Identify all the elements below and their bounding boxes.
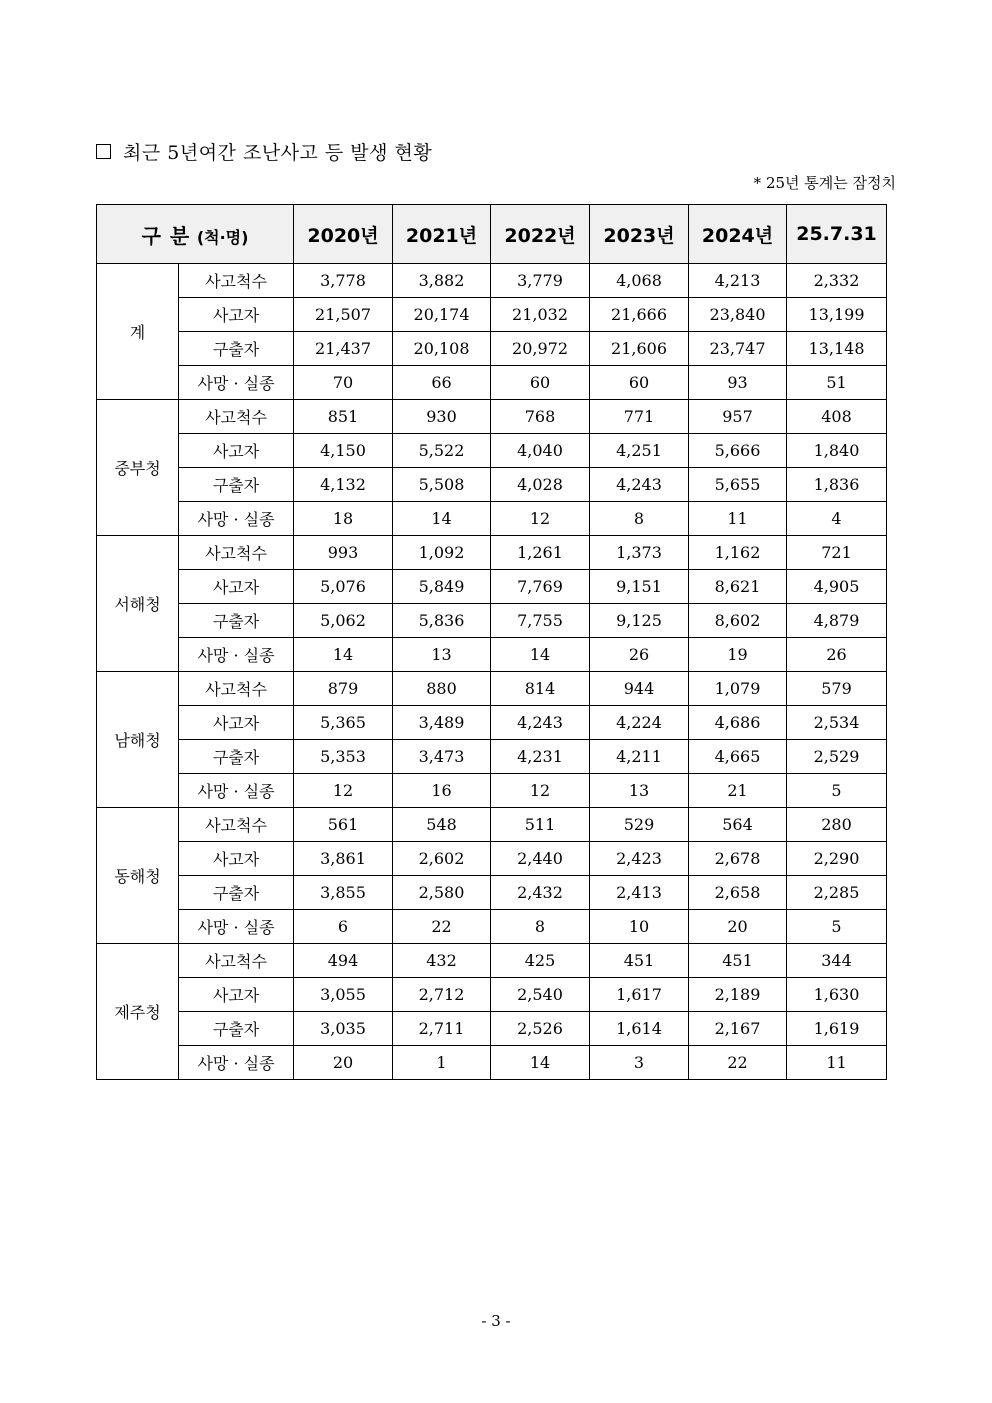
- value-cell: 280: [787, 808, 887, 842]
- value-cell: 70: [294, 366, 393, 400]
- value-cell: 60: [590, 366, 689, 400]
- value-cell: 21,507: [294, 298, 393, 332]
- value-cell: 4,150: [294, 434, 393, 468]
- value-cell: 814: [491, 672, 590, 706]
- table-row: [97, 876, 887, 910]
- value-cell: 3,855: [294, 876, 393, 910]
- value-cell: 2,526: [491, 1012, 590, 1046]
- region-name-cell: 중부청: [97, 400, 179, 536]
- category-cell: 사망 · 실종: [179, 1046, 294, 1080]
- table-row: [97, 468, 887, 502]
- region-name-cell: 제주청: [97, 944, 179, 1080]
- value-cell: 5,655: [689, 468, 787, 502]
- category-cell: 구출자: [179, 1012, 294, 1046]
- value-cell: 2,413: [590, 876, 689, 910]
- value-cell: 432: [393, 944, 491, 978]
- category-cell: 사망 · 실종: [179, 502, 294, 536]
- header-year: 2022년: [491, 205, 590, 264]
- header-category-cell: [97, 205, 294, 264]
- value-cell: 2,432: [491, 876, 590, 910]
- table-row: [97, 570, 887, 604]
- category-cell: 사고척수: [179, 672, 294, 706]
- value-cell: 4,665: [689, 740, 787, 774]
- value-cell: 768: [491, 400, 590, 434]
- value-cell: 408: [787, 400, 887, 434]
- value-cell: 23,747: [689, 332, 787, 366]
- value-cell: 20: [689, 910, 787, 944]
- value-cell: 851: [294, 400, 393, 434]
- value-cell: 5,062: [294, 604, 393, 638]
- value-cell: 451: [689, 944, 787, 978]
- section-heading: [96, 138, 432, 165]
- page-number: - 3 -: [481, 1312, 511, 1330]
- value-cell: 19: [689, 638, 787, 672]
- value-cell: 930: [393, 400, 491, 434]
- value-cell: 21,032: [491, 298, 590, 332]
- category-cell: 사고척수: [179, 808, 294, 842]
- category-cell: 사고자: [179, 706, 294, 740]
- category-cell: 사고척수: [179, 944, 294, 978]
- value-cell: 2,290: [787, 842, 887, 876]
- value-cell: 529: [590, 808, 689, 842]
- table-row: [97, 536, 887, 570]
- value-cell: 12: [294, 774, 393, 808]
- table-row: [97, 808, 887, 842]
- value-cell: 9,125: [590, 604, 689, 638]
- value-cell: 4,040: [491, 434, 590, 468]
- category-cell: 구출자: [179, 332, 294, 366]
- value-cell: 66: [393, 366, 491, 400]
- table-row: [97, 672, 887, 706]
- value-cell: 2,540: [491, 978, 590, 1012]
- value-cell: 2,189: [689, 978, 787, 1012]
- value-cell: 1,079: [689, 672, 787, 706]
- value-cell: 494: [294, 944, 393, 978]
- value-cell: 26: [590, 638, 689, 672]
- table-row: [97, 264, 887, 298]
- value-cell: 579: [787, 672, 887, 706]
- value-cell: 4,686: [689, 706, 787, 740]
- value-cell: 20,108: [393, 332, 491, 366]
- value-cell: 993: [294, 536, 393, 570]
- category-cell: 사고척수: [179, 400, 294, 434]
- distress-accident-table: [96, 204, 887, 1080]
- table-row: [97, 842, 887, 876]
- value-cell: 10: [590, 910, 689, 944]
- value-cell: 2,423: [590, 842, 689, 876]
- value-cell: 3,779: [491, 264, 590, 298]
- category-cell: 사고자: [179, 978, 294, 1012]
- value-cell: 1,617: [590, 978, 689, 1012]
- header-year: 2021년: [393, 205, 491, 264]
- table-row: [97, 400, 887, 434]
- region-name-cell: 남해청: [97, 672, 179, 808]
- value-cell: 2,580: [393, 876, 491, 910]
- table-row: [97, 298, 887, 332]
- value-cell: 21: [689, 774, 787, 808]
- value-cell: 1,373: [590, 536, 689, 570]
- value-cell: 2,440: [491, 842, 590, 876]
- value-cell: 2,167: [689, 1012, 787, 1046]
- table-row: [97, 740, 887, 774]
- value-cell: 879: [294, 672, 393, 706]
- value-cell: 4,879: [787, 604, 887, 638]
- value-cell: 957: [689, 400, 787, 434]
- value-cell: 2,678: [689, 842, 787, 876]
- value-cell: 20: [294, 1046, 393, 1080]
- category-cell: 사망 · 실종: [179, 774, 294, 808]
- header-category-label: 구 분: [141, 223, 191, 248]
- value-cell: 8,621: [689, 570, 787, 604]
- category-cell: 사고자: [179, 570, 294, 604]
- region-name-cell: 서해청: [97, 536, 179, 672]
- value-cell: 1,836: [787, 468, 887, 502]
- table-row: [97, 366, 887, 400]
- value-cell: 721: [787, 536, 887, 570]
- value-cell: 93: [689, 366, 787, 400]
- value-cell: 425: [491, 944, 590, 978]
- value-cell: 1,630: [787, 978, 887, 1012]
- value-cell: 5,666: [689, 434, 787, 468]
- value-cell: 4,224: [590, 706, 689, 740]
- value-cell: 12: [491, 774, 590, 808]
- value-cell: 4,243: [491, 706, 590, 740]
- value-cell: 13,148: [787, 332, 887, 366]
- section-heading-text: 최근 5년여간 조난사고 등 발생 현황: [123, 142, 433, 164]
- value-cell: 11: [689, 502, 787, 536]
- value-cell: 23,840: [689, 298, 787, 332]
- value-cell: 4,231: [491, 740, 590, 774]
- value-cell: 51: [787, 366, 887, 400]
- value-cell: 5: [787, 774, 887, 808]
- value-cell: 561: [294, 808, 393, 842]
- value-cell: 21,437: [294, 332, 393, 366]
- value-cell: 880: [393, 672, 491, 706]
- table-row: [97, 944, 887, 978]
- table-row: [97, 978, 887, 1012]
- header-year: 25.7.31: [787, 205, 887, 264]
- value-cell: 1,092: [393, 536, 491, 570]
- value-cell: 14: [393, 502, 491, 536]
- value-cell: 22: [393, 910, 491, 944]
- value-cell: 344: [787, 944, 887, 978]
- header-unit-label: (척·명): [196, 227, 249, 247]
- value-cell: 26: [787, 638, 887, 672]
- table-row: [97, 434, 887, 468]
- value-cell: 3,489: [393, 706, 491, 740]
- value-cell: 1,619: [787, 1012, 887, 1046]
- value-cell: 18: [294, 502, 393, 536]
- category-cell: 사고자: [179, 298, 294, 332]
- value-cell: 5,353: [294, 740, 393, 774]
- value-cell: 4,905: [787, 570, 887, 604]
- value-cell: 12: [491, 502, 590, 536]
- value-cell: 9,151: [590, 570, 689, 604]
- value-cell: 4: [787, 502, 887, 536]
- value-cell: 1,261: [491, 536, 590, 570]
- value-cell: 5,849: [393, 570, 491, 604]
- provisional-note: * 25년 통계는 잠정치: [753, 174, 896, 192]
- value-cell: 3: [590, 1046, 689, 1080]
- value-cell: 1,162: [689, 536, 787, 570]
- value-cell: 5,508: [393, 468, 491, 502]
- value-cell: 20,174: [393, 298, 491, 332]
- value-cell: 3,861: [294, 842, 393, 876]
- value-cell: 5,522: [393, 434, 491, 468]
- value-cell: 771: [590, 400, 689, 434]
- value-cell: 1,614: [590, 1012, 689, 1046]
- value-cell: 8: [590, 502, 689, 536]
- value-cell: 5: [787, 910, 887, 944]
- value-cell: 511: [491, 808, 590, 842]
- value-cell: 13,199: [787, 298, 887, 332]
- value-cell: 21,666: [590, 298, 689, 332]
- table-row: [97, 332, 887, 366]
- table-row: [97, 1046, 887, 1080]
- checkbox-square-icon: [96, 144, 111, 159]
- value-cell: 3,035: [294, 1012, 393, 1046]
- value-cell: 3,473: [393, 740, 491, 774]
- value-cell: 7,769: [491, 570, 590, 604]
- category-cell: 사고척수: [179, 264, 294, 298]
- table-row: [97, 774, 887, 808]
- header-year: 2020년: [294, 205, 393, 264]
- value-cell: 1,840: [787, 434, 887, 468]
- value-cell: 3,882: [393, 264, 491, 298]
- table-row: [97, 910, 887, 944]
- value-cell: 22: [689, 1046, 787, 1080]
- value-cell: 4,213: [689, 264, 787, 298]
- value-cell: 2,602: [393, 842, 491, 876]
- value-cell: 5,836: [393, 604, 491, 638]
- value-cell: 60: [491, 366, 590, 400]
- category-cell: 사고자: [179, 434, 294, 468]
- value-cell: 3,055: [294, 978, 393, 1012]
- value-cell: 2,711: [393, 1012, 491, 1046]
- value-cell: 4,251: [590, 434, 689, 468]
- category-cell: 구출자: [179, 468, 294, 502]
- table-header-row: [97, 205, 887, 264]
- category-cell: 구출자: [179, 876, 294, 910]
- value-cell: 7,755: [491, 604, 590, 638]
- table-row: [97, 638, 887, 672]
- value-cell: 2,712: [393, 978, 491, 1012]
- table-row: [97, 604, 887, 638]
- value-cell: 4,028: [491, 468, 590, 502]
- value-cell: 4,243: [590, 468, 689, 502]
- value-cell: 944: [590, 672, 689, 706]
- value-cell: 5,076: [294, 570, 393, 604]
- value-cell: 1: [393, 1046, 491, 1080]
- table-row: [97, 1012, 887, 1046]
- category-cell: 사고척수: [179, 536, 294, 570]
- value-cell: 564: [689, 808, 787, 842]
- value-cell: 16: [393, 774, 491, 808]
- table-row: [97, 502, 887, 536]
- value-cell: 14: [491, 1046, 590, 1080]
- value-cell: 13: [393, 638, 491, 672]
- value-cell: 4,068: [590, 264, 689, 298]
- value-cell: 20,972: [491, 332, 590, 366]
- category-cell: 사고자: [179, 842, 294, 876]
- value-cell: 11: [787, 1046, 887, 1080]
- value-cell: 21,606: [590, 332, 689, 366]
- value-cell: 451: [590, 944, 689, 978]
- table-row: [97, 706, 887, 740]
- value-cell: 8: [491, 910, 590, 944]
- category-cell: 사망 · 실종: [179, 910, 294, 944]
- value-cell: 4,211: [590, 740, 689, 774]
- value-cell: 3,778: [294, 264, 393, 298]
- value-cell: 548: [393, 808, 491, 842]
- value-cell: 6: [294, 910, 393, 944]
- value-cell: 2,534: [787, 706, 887, 740]
- category-cell: 사망 · 실종: [179, 366, 294, 400]
- value-cell: 2,332: [787, 264, 887, 298]
- value-cell: 2,658: [689, 876, 787, 910]
- region-name-cell: 계: [97, 264, 179, 400]
- value-cell: 5,365: [294, 706, 393, 740]
- category-cell: 사망 · 실종: [179, 638, 294, 672]
- value-cell: 14: [294, 638, 393, 672]
- region-name-cell: 동해청: [97, 808, 179, 944]
- value-cell: 2,529: [787, 740, 887, 774]
- value-cell: 2,285: [787, 876, 887, 910]
- header-year: 2023년: [590, 205, 689, 264]
- category-cell: 구출자: [179, 604, 294, 638]
- value-cell: 4,132: [294, 468, 393, 502]
- category-cell: 구출자: [179, 740, 294, 774]
- value-cell: 13: [590, 774, 689, 808]
- header-year: 2024년: [689, 205, 787, 264]
- value-cell: 8,602: [689, 604, 787, 638]
- value-cell: 14: [491, 638, 590, 672]
- table-body: [97, 264, 887, 1080]
